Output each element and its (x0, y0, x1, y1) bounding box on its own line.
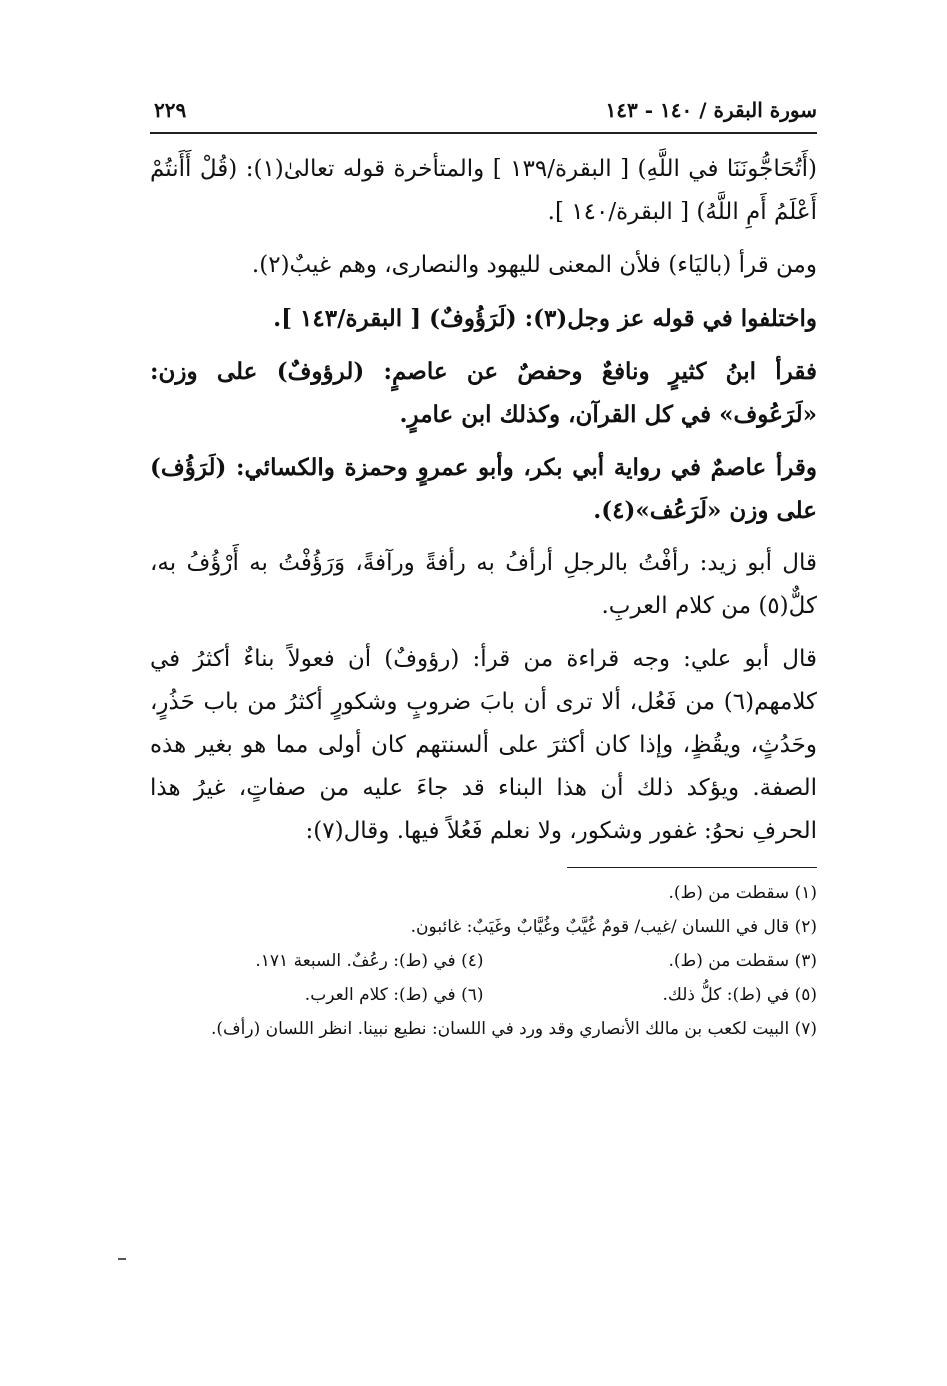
paragraph-1: (أَتُحَاجُّونَنَا في اللَّهِ) [ البقرة/١٣٩ ] والمتأخرة قوله تعالىٰ(١): (قُلْ أَأَنتُمْ أَعْلَمُ أَمِ اللَّهُ) [ البقرة/١٤٠ ]. (150, 156, 817, 225)
paragraph-2: ومن قرأ (باليَاء) فلأن المعنى لليهود والنصارى، وهم غيبٌ(٢). (251, 252, 817, 278)
paragraph-6: قال أبو زيد: رأفْتُ بالرجلِ أرأفُ به رأفةً ورآفةً، وَرَؤُفْتُ به أَرْؤُفُ به، كلٌّ(٥) من كلام العربِ. (150, 550, 817, 619)
footnote-4: (٤) في (ط): رعُفٌ. السبعة ١٧١. (255, 951, 484, 971)
paragraph-3: واختلفوا في قوله عز وجل(٣): (لَرَؤُوفٌ) [ البقرة/١٤٣ ]. (273, 305, 817, 332)
footnote-6: (٦) في (ط): كلام العرب. (304, 985, 484, 1005)
footnote-row-5-6 (150, 978, 817, 1012)
footnote-7: (٧) البيت لكعب بن مالك الأنصاري وقد ورد في اللسان: نطيع نبينا. انظر اللسان (رأف). (211, 1019, 817, 1039)
page-number: ٢٢٩ (154, 98, 187, 122)
footnote-3: (٣) سقطت من (ط). (668, 951, 817, 971)
document-page (150, 90, 817, 1046)
footnote-5: (٥) في (ط): كلُّ ذلك. (662, 985, 817, 1005)
paragraph-4: فقرأ ابنُ كثيرٍ ونافعٌ وحفصٌ عن عاصمٍ: (لرؤوفٌ) على وزن: «لَرَعُوف» في كل القرآن، وكذلك ابن عامرٍ. (150, 358, 817, 428)
running-title: سورة البقرة / ١٤٠ - ١٤٣ (605, 98, 817, 122)
footnote-2: (٢) قال في اللسان /غيب/ قومٌ غُيَّبٌ وغُيَّابٌ وغَيَبٌ: غائبون. (410, 917, 817, 937)
footnote-1: (١) سقطت من (ط). (668, 883, 817, 903)
page-header (150, 90, 817, 130)
footnote-rule (567, 867, 817, 868)
paragraph-7: قال أبو علي: وجه قراءة من قرأ: (رؤوفٌ) أن فعولاً بناءٌ أكثرُ في كلامهم(٦) من فَعُل، ألا ترى أن بابَ ضروبٍ وشكورٍ أكثرُ من باب حَذُرٍ، وحَدُثٍ، ويقُظٍ، وإذا كان أكثرَ على ألسنتهم كان أولى مما هو بغير هذه الصفة. ويؤكد ذلك أن هذا البناء قد جاءَ عليه من صفاتٍ، غيرُ هذا الحرفِ نحوُ: غفور وشكور، ولا نعلم فَعُلاً فيها. وقال(٧): (150, 646, 817, 844)
margin-mark (118, 1258, 126, 1260)
paragraph-5: وقرأ عاصمٌ في رواية أبي بكر، وأبو عمروٍ وحمزة والكسائي: (لَرَؤُف) على وزن «لَرَعُف»(٤). (150, 454, 817, 524)
header-rule (150, 132, 817, 134)
footnote-row-3-4 (150, 944, 817, 978)
